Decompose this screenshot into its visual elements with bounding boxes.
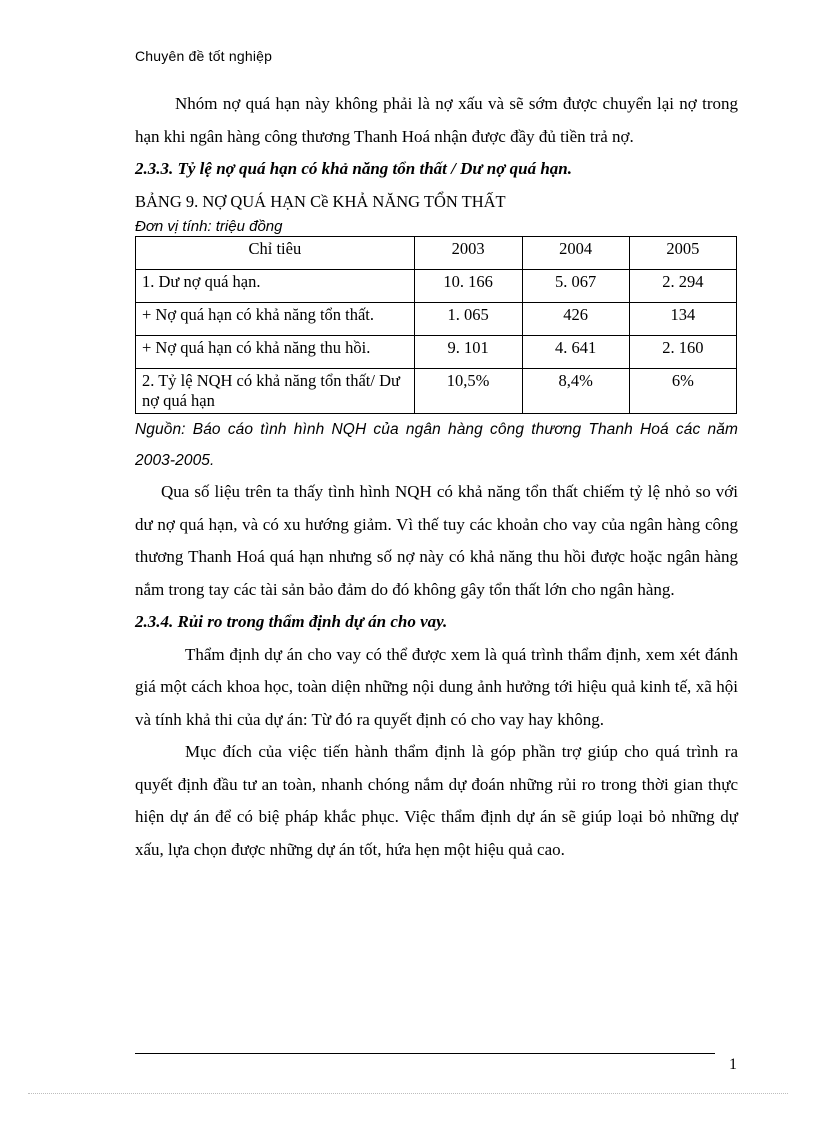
section-heading-2-3-4: 2.3.4. Rủi ro trong thẩm định dự án cho vay. — [135, 612, 448, 631]
paragraph-intro: Nhóm nợ quá hạn này không phải là nợ xấu và sẽ sớm được chuyển lại nợ trong hạn khi ngân hàng công thương Thanh Hoá nhận được đầy đủ tiền trả nợ. — [135, 94, 738, 146]
table-cell: 1. 065 — [414, 303, 522, 336]
paragraph-analysis: Qua số liệu trên ta thấy tình hình NQH có khả năng tổn thất chiếm tỷ lệ nhỏ so với dư nợ quá hạn, và có xu hướng giảm. Vì thế tuy các khoản cho vay của ngân hàng công thương Thanh Hoá quá hạn nhưng số nợ này có khả năng thu hồi được hoặc ngân hàng nắm trong tay các tài sản bảo đảm do đó không gây tổn thất lớn cho ngân hàng. — [135, 482, 738, 599]
paragraph-appraisal-definition: Thẩm định dự án cho vay có thể được xem là quá trình thẩm định, xem xét đánh giá một cách khoa học, toàn diện những nội dung ảnh hưởng tới hiệu quả kinh tế, xã hội và tính khả thi của dự án: Từ đó ra quyết định có cho vay hay không. — [135, 644, 738, 729]
footer-rule — [135, 1053, 715, 1054]
page-header: Chuyên đề tốt nghiệp — [135, 48, 273, 64]
table-cell-label: + Nợ quá hạn có khả năng tổn thất. — [136, 303, 415, 336]
table-row — [136, 369, 737, 414]
table-header-cell: Chỉ tiêu — [136, 237, 415, 270]
table-cell: 9. 101 — [414, 336, 522, 369]
page-number: 1 — [729, 1056, 737, 1073]
table-unit-note: Đơn vị tính: triệu đồng — [135, 218, 283, 235]
table-cell-label: 2. Tỷ lệ NQH có khả năng tổn thất/ Dư nợ quá hạn — [136, 369, 415, 414]
table-cell: 2. 294 — [629, 270, 736, 303]
table-cell: 10,5% — [414, 369, 522, 414]
table-header-cell: 2004 — [522, 237, 629, 270]
table-cell: 2. 160 — [629, 336, 736, 369]
table-row — [136, 336, 737, 369]
table-cell: 5. 067 — [522, 270, 629, 303]
table-row — [136, 303, 737, 336]
table-cell: 6% — [629, 369, 736, 414]
table-cell-label: 1. Dư nợ quá hạn. — [136, 270, 415, 303]
paragraph-appraisal-purpose: Mục đích của việc tiến hành thẩm định là góp phần trợ giúp cho quá trình ra quyết định đầu tư an toàn, nhanh chóng nắm dự đoán những rủi ro trong thời gian thực hiện dự án để có biệ pháp khắc phục. Việc thẩm định dự án sẽ giúp loại bỏ những dự xấu, lựa chọn được những dự án tốt, hứa hẹn một hiệu quả cao. — [135, 742, 738, 859]
document-body — [135, 88, 738, 866]
table-cell: 134 — [629, 303, 736, 336]
table-header-cell: 2005 — [629, 237, 736, 270]
table-cell: 8,4% — [522, 369, 629, 414]
table-cell: 426 — [522, 303, 629, 336]
table-source-note: Nguồn: Báo cáo tình hình NQH của ngân hàng công thương Thanh Hoá các năm 2003-2005. — [135, 421, 738, 469]
table-title: BẢNG 9. NỢ QUÁ HẠN Cề KHẢ NĂNG TỔN THẤT — [135, 191, 506, 211]
table-cell-label: + Nợ quá hạn có khả năng thu hồi. — [136, 336, 415, 369]
table-row — [136, 270, 737, 303]
section-heading-2-3-3: 2.3.3. Tỷ lệ nợ quá hạn có khả năng tổn thất / Dư nợ quá hạn. — [135, 159, 573, 178]
table-header-row — [136, 237, 737, 270]
data-table — [135, 236, 737, 414]
page-bottom-dotted-border — [28, 1093, 788, 1094]
table-header-cell: 2003 — [414, 237, 522, 270]
table-cell: 10. 166 — [414, 270, 522, 303]
table-cell: 4. 641 — [522, 336, 629, 369]
